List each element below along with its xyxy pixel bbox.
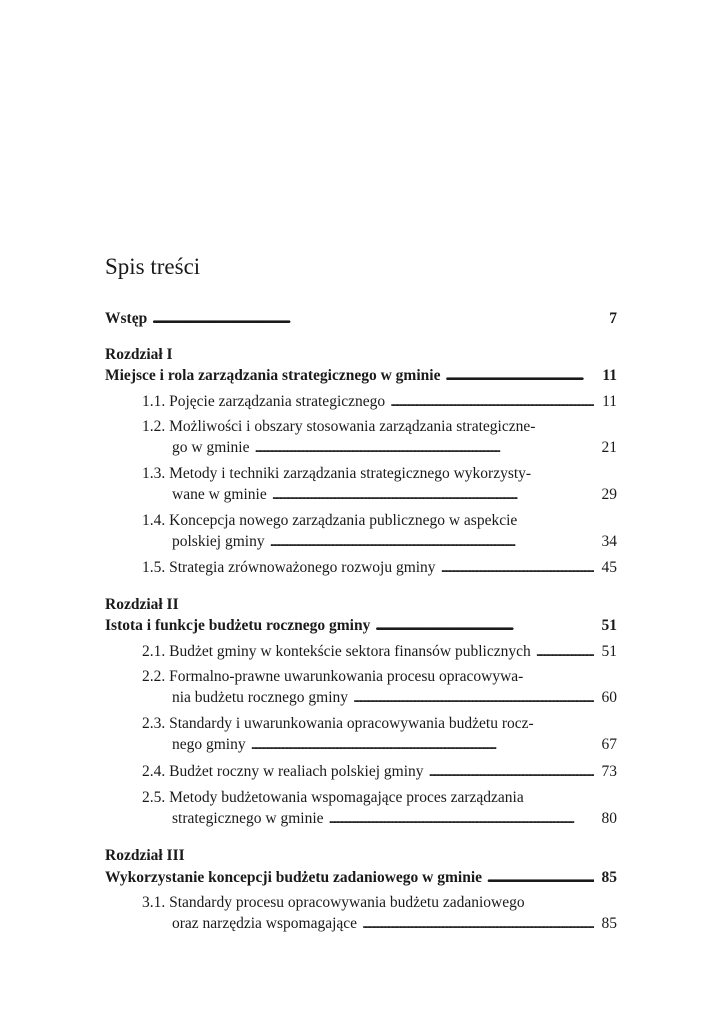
page-number: 11 bbox=[602, 367, 617, 384]
entry-title: 2.4. Budżet roczny w realiach polskiej gminy bbox=[142, 763, 424, 780]
toc-entry-2-2-line1[interactable]: 2.2. Formalno-prawne uwarunkowania procesu opracowywa- bbox=[142, 668, 524, 685]
page-number: 51 bbox=[601, 643, 617, 660]
dot-leader bbox=[487, 868, 594, 888]
page-number: 85 bbox=[601, 869, 617, 886]
toc-entry-1-2-line1[interactable]: 1.2. Możliwości i obszary stosowania zarządzania strategiczne- bbox=[142, 418, 536, 435]
toc-entry-2-4[interactable] bbox=[142, 762, 617, 782]
dot-leader bbox=[441, 558, 594, 578]
toc-entry-2-5-line2[interactable] bbox=[172, 809, 617, 829]
toc-entry-3-1-line2[interactable] bbox=[172, 914, 617, 934]
entry-title: Istota i funkcje budżetu rocznego gminy bbox=[105, 617, 371, 634]
page-number: 45 bbox=[601, 559, 617, 576]
entry-title: strategicznego w gminie bbox=[172, 810, 324, 827]
dot-leader bbox=[536, 642, 594, 662]
dot-leader bbox=[270, 532, 594, 552]
entry-title: nego gminy bbox=[172, 736, 246, 753]
page-number: 67 bbox=[601, 736, 617, 753]
chapter-label: Rozdział II bbox=[105, 596, 179, 613]
toc-entry-chapter-1[interactable] bbox=[105, 366, 617, 386]
entry-title: polskiej gminy bbox=[172, 533, 265, 550]
entry-title: 2.1. Budżet gminy w kontekście sektora finansów publicznych bbox=[142, 643, 531, 660]
entry-title: nia budżetu rocznego gminy bbox=[172, 689, 349, 706]
entry-title: oraz narzędzia wspomagające bbox=[172, 915, 358, 932]
page-number: 21 bbox=[601, 439, 617, 456]
page-number: 80 bbox=[601, 810, 617, 827]
toc-entry-1-5[interactable] bbox=[142, 558, 617, 578]
toc-entry-chapter-2[interactable] bbox=[105, 616, 617, 636]
page-number: 29 bbox=[601, 486, 617, 503]
page-number: 85 bbox=[601, 915, 617, 932]
dot-leader bbox=[152, 309, 594, 329]
dot-leader bbox=[255, 438, 595, 458]
entry-title: go w gminie bbox=[172, 439, 250, 456]
dot-leader bbox=[251, 735, 594, 755]
entry-title: Wykorzystanie koncepcji budżetu zadaniowego w gminie bbox=[105, 869, 483, 886]
entry-title: 1.1. Pojęcie zarządzania strategicznego bbox=[142, 393, 386, 410]
chapter-label: Rozdział I bbox=[105, 346, 173, 363]
entry-title: 1.5. Strategia zrównoważonego rozwoju gminy bbox=[142, 559, 436, 576]
dot-leader bbox=[329, 809, 594, 829]
toc-entry-1-2-line2[interactable] bbox=[172, 438, 617, 458]
dot-leader bbox=[362, 914, 594, 934]
entry-title: wane w gminie bbox=[172, 486, 267, 503]
toc-entry-2-5-line1[interactable]: 2.5. Metody budżetowania wspomagające proces zarządzania bbox=[142, 789, 524, 806]
toc-entry-2-1[interactable] bbox=[142, 642, 617, 662]
chapter-label: Rozdział III bbox=[105, 847, 185, 864]
toc-entry-1-4-line2[interactable] bbox=[172, 532, 617, 552]
toc-entry-chapter-3[interactable] bbox=[105, 868, 617, 888]
toc-entry-2-2-line2[interactable] bbox=[172, 688, 617, 708]
toc-entry-2-3-line2[interactable] bbox=[172, 735, 617, 755]
page-number: 73 bbox=[601, 763, 617, 780]
page-number: 51 bbox=[601, 617, 617, 634]
toc-entry-2-3-line1[interactable]: 2.3. Standardy i uwarunkowania opracowywania budżetu rocz- bbox=[142, 715, 534, 732]
toc-entry-1-3-line1[interactable]: 1.3. Metody i techniki zarządzania strategicznego wykorzysty- bbox=[142, 465, 532, 482]
dot-leader bbox=[353, 688, 594, 708]
entry-title: Wstęp bbox=[105, 310, 148, 327]
toc-entry-1-3-line2[interactable] bbox=[172, 485, 617, 505]
page-number: 34 bbox=[601, 533, 617, 550]
page-title: Spis treści bbox=[105, 254, 201, 279]
page-number: 11 bbox=[602, 393, 617, 410]
toc-entry-1-4-line1[interactable]: 1.4. Koncepcja nowego zarządzania publicznego w aspekcie bbox=[142, 512, 518, 529]
dot-leader bbox=[429, 762, 594, 782]
page-number: 7 bbox=[609, 310, 617, 327]
toc-entry-wstep[interactable] bbox=[105, 309, 617, 329]
dot-leader bbox=[375, 616, 594, 636]
dot-leader bbox=[272, 485, 594, 505]
entry-title: Miejsce i rola zarządzania strategicznego w gminie bbox=[105, 367, 441, 384]
dot-leader bbox=[390, 392, 594, 412]
dot-leader bbox=[445, 366, 594, 386]
page-number: 60 bbox=[601, 689, 617, 706]
toc-entry-3-1-line1[interactable]: 3.1. Standardy procesu opracowywania budżetu zadaniowego bbox=[142, 894, 525, 911]
toc-entry-1-1[interactable] bbox=[142, 392, 617, 412]
